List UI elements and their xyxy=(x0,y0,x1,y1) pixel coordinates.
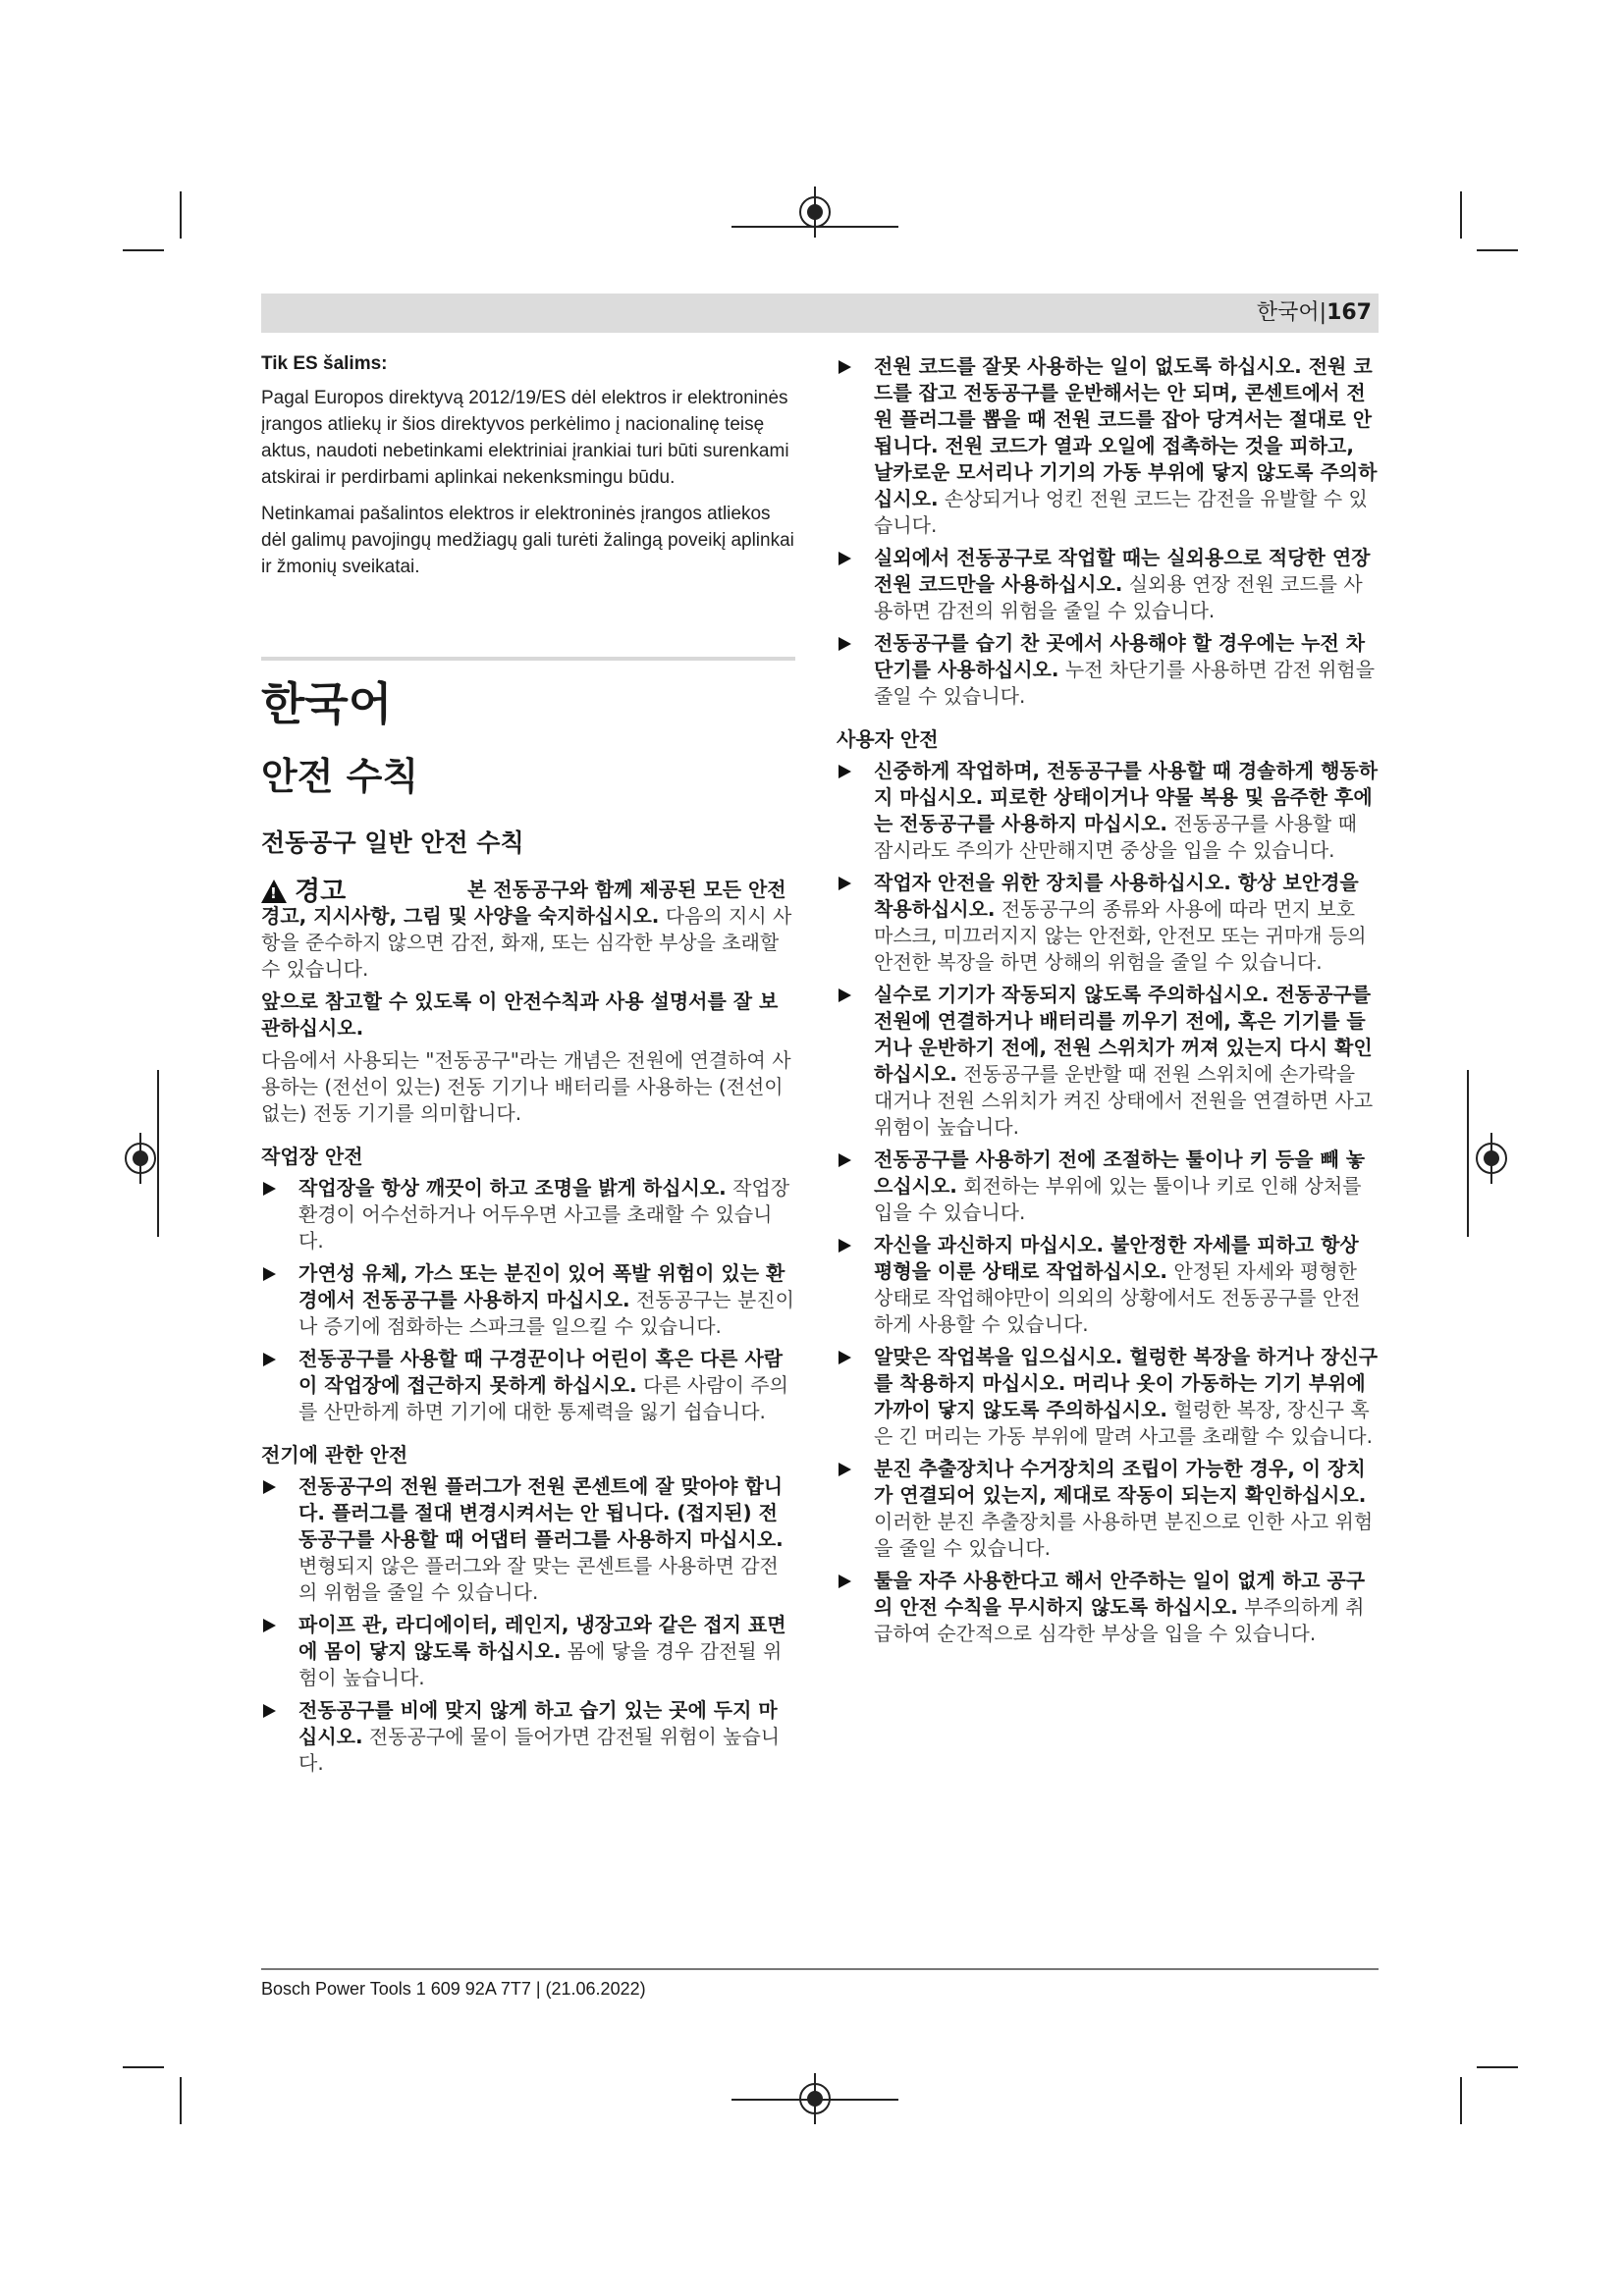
header-separator: | xyxy=(1319,300,1327,325)
definition-text: 다음에서 사용되는 "전동공구"라는 개념은 전원에 연결하여 사용하는 (전선이 있는) 전동 기기나 배터리를 사용하는 (전선이 없는) 전동 기기를 의미합니다. xyxy=(261,1048,791,1125)
bullet-arrow-icon xyxy=(839,1239,851,1253)
item-bold: 분진 추출장치나 수거장치의 조립이 가능한 경우, 이 장치가 연결되어 있는지, 제대로 작동이 되는지 확인하십시오. xyxy=(874,1457,1367,1507)
item-bold: 파이프 관, 라디에이터, 레인지, 냉장고와 같은 접지 표면에 몸이 닿지 않도록 하십시오. xyxy=(298,1613,786,1663)
crop-mark xyxy=(123,2066,164,2068)
registration-mark-icon xyxy=(125,1143,156,1174)
list-item xyxy=(837,1456,1379,1562)
language-title: 한국어 xyxy=(261,677,393,730)
crop-mark xyxy=(123,249,164,251)
registration-mark-icon xyxy=(1476,1143,1507,1174)
item-text: 전동공구를 사용할 때 잠시라도 주의가 산만해지면 중상을 입을 수 있습니다. xyxy=(874,812,1357,862)
item-text: 회전하는 부위에 있는 툴이나 키로 인해 상처를 입을 수 있습니다. xyxy=(874,1174,1362,1224)
bullet-arrow-icon xyxy=(839,360,851,374)
bullet-arrow-icon xyxy=(263,1353,276,1366)
item-bold: 실수로 기기가 작동되지 않도록 주의하십시오. 전동공구를 전원에 연결하거나 배터리를 끼우기 전에, 혹은 기기를 들거나 운반하기 전에, 전원 스위치가 꺼져 있는지 다시 확인하십시오. xyxy=(874,983,1373,1086)
item-text: 손상되거나 엉킨 전원 코드는 감전을 유발할 수 있습니다. xyxy=(874,487,1368,537)
item-bold: 전동공구를 습기 찬 곳에서 사용해야 할 경우에는 누전 차단기를 사용하십시오. xyxy=(874,631,1366,681)
list-item xyxy=(837,870,1379,976)
list-item xyxy=(837,353,1379,539)
page-header xyxy=(1257,298,1372,328)
header-language: 한국어 xyxy=(1256,300,1320,325)
registration-line xyxy=(157,1070,159,1237)
page-number: 167 xyxy=(1326,300,1372,325)
item-text: 다른 사람이 주의를 산만하게 하면 기기에 대한 통제력을 잃기 쉽습니다. xyxy=(298,1373,788,1423)
list-item xyxy=(837,630,1379,710)
keep-instructions: 앞으로 참고할 수 있도록 이 안전수칙과 사용 설명서를 잘 보관하십시오. xyxy=(261,989,779,1040)
electrical-heading: 전기에 관한 안전 xyxy=(261,1443,408,1467)
item-bold: 자신을 과신하지 마십시오. 불안정한 자세를 피하고 항상 평형을 이룬 상태로 작업하십시오. xyxy=(874,1233,1359,1283)
list-item xyxy=(261,1473,795,1606)
list-item xyxy=(837,758,1379,864)
header-bar xyxy=(261,294,1379,333)
bullet-arrow-icon xyxy=(263,1182,276,1196)
registration-mark-icon xyxy=(799,2083,831,2114)
list-item xyxy=(837,545,1379,624)
crop-mark xyxy=(180,191,182,239)
registration-mark-icon xyxy=(799,196,831,228)
item-text: 몸에 닿을 경우 감전될 위험이 높습니다. xyxy=(298,1639,783,1689)
item-text: 변형되지 않은 플러그와 잘 맞는 콘센트를 사용하면 감전의 위험을 줄일 수 있습니다. xyxy=(298,1554,779,1604)
page-footer: Bosch Power Tools 1 609 92A 7T7 | (21.06.2022) xyxy=(261,1979,646,1999)
item-text: 안정된 자세와 평형한 상태로 작업해야만이 의외의 상황에서도 전동공구를 안전하게 사용할 수 있습니다. xyxy=(874,1259,1361,1336)
item-text: 누전 차단기를 사용하면 감전 위험을 줄일 수 있습니다. xyxy=(874,658,1376,708)
list-item xyxy=(837,1232,1379,1338)
workplace-heading: 작업장 안전 xyxy=(261,1145,363,1168)
item-text: 전동공구는 분진이나 증기에 점화하는 스파크를 일으킬 수 있습니다. xyxy=(298,1288,794,1338)
item-bold: 실외에서 전동공구로 작업할 때는 실외용으로 적당한 연장 전원 코드만을 사용하십시오. xyxy=(874,546,1371,596)
item-bold: 신중하게 작업하며, 전동공구를 사용할 때 경솔하게 행동하지 마십시오. 피로한 상태이거나 약물 복용 및 음주한 후에는 전동공구를 사용하지 마십시오. xyxy=(874,759,1379,835)
bullet-arrow-icon xyxy=(839,1463,851,1476)
section-divider xyxy=(261,657,795,661)
section-title: 안전 수칙 xyxy=(261,755,419,798)
crop-mark xyxy=(1460,191,1462,239)
footer-divider xyxy=(261,1968,1379,1970)
registration-line xyxy=(1467,1070,1469,1237)
item-bold: 전동공구를 사용할 때 구경꾼이나 어린이 혹은 다른 사람이 작업장에 접근하지 못하게 하십시오. xyxy=(298,1347,784,1397)
bullet-arrow-icon xyxy=(263,1704,276,1718)
list-item xyxy=(837,982,1379,1141)
list-item xyxy=(837,1568,1379,1647)
item-text: 헐렁한 복장, 장신구 혹은 긴 머리는 가동 부위에 말려 사고를 초래할 수 있습니다. xyxy=(874,1398,1373,1448)
bullet-arrow-icon xyxy=(839,637,851,651)
item-text: 부주의하게 취급하여 순간적으로 심각한 부상을 입을 수 있습니다. xyxy=(874,1595,1365,1645)
crop-mark xyxy=(1460,2077,1462,2124)
item-text: 전동공구에 물이 들어가면 감전될 위험이 높습니다. xyxy=(298,1725,781,1775)
eu-paragraph: Pagal Europos direktyvą 2012/19/ES dėl elektros ir elektroninės įrangos atliekų ir šios direktyvos perkėlimo į nacionalinę teisę aktus, naudoti nebetinkami elektriniai įrankiai turi būti surenkami atskirai ir perdirbami aplinkai nekenksmingu būdu. xyxy=(261,388,789,488)
bullet-arrow-icon xyxy=(263,1619,276,1632)
warning-normal: 다음의 지시 사항을 준수하지 않으면 감전, 화재, 또는 심각한 부상을 초래할 수 있습니다. xyxy=(261,904,792,981)
warning-label xyxy=(261,877,467,906)
eu-paragraph: Netinkamai pašalintos elektros ir elektroninės įrangos atliekos dėl galimų pavojingų medžiagų gali turėti žalingą poveikį aplinkai ir žmonių sveikatai. xyxy=(261,504,794,577)
crop-mark xyxy=(1477,249,1518,251)
eu-section-title: Tik ES šalims: xyxy=(261,353,388,374)
bullet-arrow-icon xyxy=(839,765,851,778)
item-bold: 작업자 안전을 위한 장치를 사용하십시오. 항상 보안경을 착용하십시오. xyxy=(874,871,1359,921)
item-text: 이러한 분진 추출장치를 사용하면 분진으로 인한 사고 위험을 줄일 수 있습니다. xyxy=(874,1510,1374,1560)
list-item xyxy=(837,1147,1379,1226)
list-item xyxy=(261,1697,795,1777)
item-bold: 툴을 자주 사용한다고 해서 안주하는 일이 없게 하고 공구의 안전 수칙을 무시하지 않도록 하십시오. xyxy=(874,1569,1366,1619)
warning-bold: 본 전동공구와 함께 제공된 모든 안전경고, 지시사항, 그림 및 사양을 숙지하십시오. xyxy=(261,878,786,928)
bullet-arrow-icon xyxy=(839,988,851,1002)
item-text: 실외용 연장 전원 코드를 사용하면 감전의 위험을 줄일 수 있습니다. xyxy=(874,572,1363,622)
list-item xyxy=(261,1260,795,1340)
item-bold: 전원 코드를 잘못 사용하는 일이 없도록 하십시오. 전원 코드를 잡고 전동공구를 운반해서는 안 되며, 콘센트에서 전원 플러그를 뽑을 때 전원 코드를 잡아 당겨서는 절대로 안 됩니다. 전원 코드가 열과 오일에 접촉하는 것을 피하고, 날카로운 모서리나 기기의 가동 부위에 닿지 않도록 주의하십시오. xyxy=(874,354,1378,510)
bullet-arrow-icon xyxy=(263,1480,276,1494)
bullet-arrow-icon xyxy=(839,877,851,890)
warning-label-text: 경고 xyxy=(295,876,347,907)
item-text: 전동공구의 종류와 사용에 따라 먼지 보호 마스크, 미끄러지지 않는 안전화, 안전모 또는 귀마개 등의 안전한 복장을 하면 상해의 위험을 줄일 수 있습니다. xyxy=(874,897,1367,974)
warning-triangle-icon xyxy=(261,880,287,903)
crop-mark xyxy=(180,2077,182,2124)
item-bold: 가연성 유체, 가스 또는 분진이 있어 폭발 위험이 있는 환경에서 전동공구를 사용하지 마십시오. xyxy=(298,1261,785,1311)
user-safety-heading: 사용자 안전 xyxy=(837,727,939,751)
list-item xyxy=(261,1612,795,1691)
bullet-arrow-icon xyxy=(839,1575,851,1588)
bullet-arrow-icon xyxy=(839,1351,851,1364)
left-column xyxy=(261,353,795,1783)
item-text: 작업장 환경이 어수선하거나 어두우면 사고를 초래할 수 있습니다. xyxy=(298,1176,790,1253)
bullet-arrow-icon xyxy=(839,1153,851,1167)
bullet-arrow-icon xyxy=(839,552,851,565)
item-bold: 전동공구의 전원 플러그가 전원 콘센트에 잘 맞아야 합니다. 플러그를 절대 변경시켜서는 안 됩니다. (접지된) 전동공구를 사용할 때 어댑터 플러그를 사용하지 마십시오. xyxy=(298,1474,784,1551)
list-item xyxy=(261,1175,795,1255)
item-bold: 전동공구를 비에 맞지 않게 하고 습기 있는 곳에 두지 마십시오. xyxy=(298,1698,778,1748)
item-text: 전동공구를 운반할 때 전원 스위치에 손가락을 대거나 전원 스위치가 켜진 상태에서 전원을 연결하면 사고 위험이 높습니다. xyxy=(874,1062,1374,1139)
item-bold: 전동공구를 사용하기 전에 조절하는 툴이나 키 등을 빼 놓으십시오. xyxy=(874,1148,1366,1198)
crop-mark xyxy=(1477,2066,1518,2068)
list-item xyxy=(837,1344,1379,1450)
list-item xyxy=(261,1346,795,1425)
bullet-arrow-icon xyxy=(263,1267,276,1281)
item-bold: 작업장을 항상 깨끗이 하고 조명을 밝게 하십시오. xyxy=(298,1176,727,1200)
item-bold: 알맞은 작업복을 입으십시오. 헐렁한 복장을 하거나 장신구를 착용하지 마십시오. 머리나 옷이 가동하는 기기 부위에 가까이 닿지 않도록 주의하십시오. xyxy=(874,1345,1379,1421)
subsection-title: 전동공구 일반 안전 수칙 xyxy=(261,828,524,857)
right-column xyxy=(837,353,1379,1653)
